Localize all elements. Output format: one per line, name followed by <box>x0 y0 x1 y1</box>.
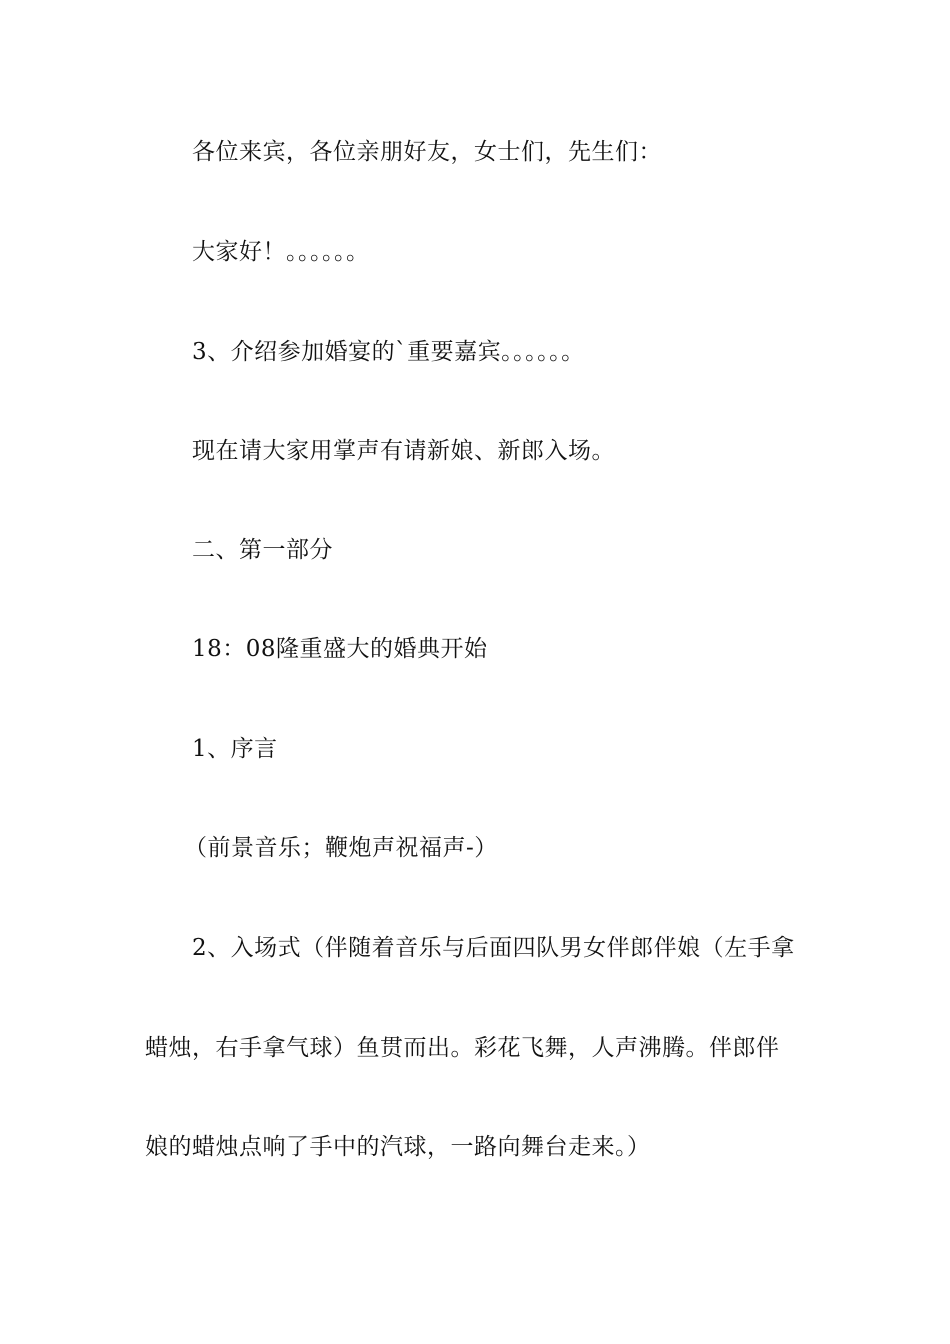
invite-couple-line: 现在请大家用掌声有请新娘、新郎入场。 <box>192 438 615 464</box>
entrance-line-3: 娘的蜡烛点响了手中的汽球，一路向舞台走来。） <box>145 1134 651 1160</box>
entrance-line-1: 2、入场式（伴随着音乐与后面四队男女伴郎伴娘（左手拿 <box>192 935 795 961</box>
preface-heading: 1、序言 <box>192 736 278 762</box>
entrance-line-2: 蜡烛，右手拿气球）鱼贯而出。彩花飞舞，人声沸腾。伴郎伴 <box>145 1035 780 1061</box>
hello-line: 大家好！。。。。。。 <box>192 239 370 265</box>
ceremony-start-line: 18：08隆重盛大的婚典开始 <box>192 636 488 662</box>
greeting-line: 各位来宾，各位亲朋好友，女士们，先生们： <box>192 139 662 165</box>
guest-intro-line: 3、介绍参加婚宴的`重要嘉宾。。。。。。 <box>192 339 585 365</box>
music-note-line: （前景音乐；鞭炮声祝福声-） <box>184 835 498 861</box>
section-heading: 二、第一部分 <box>192 537 333 563</box>
